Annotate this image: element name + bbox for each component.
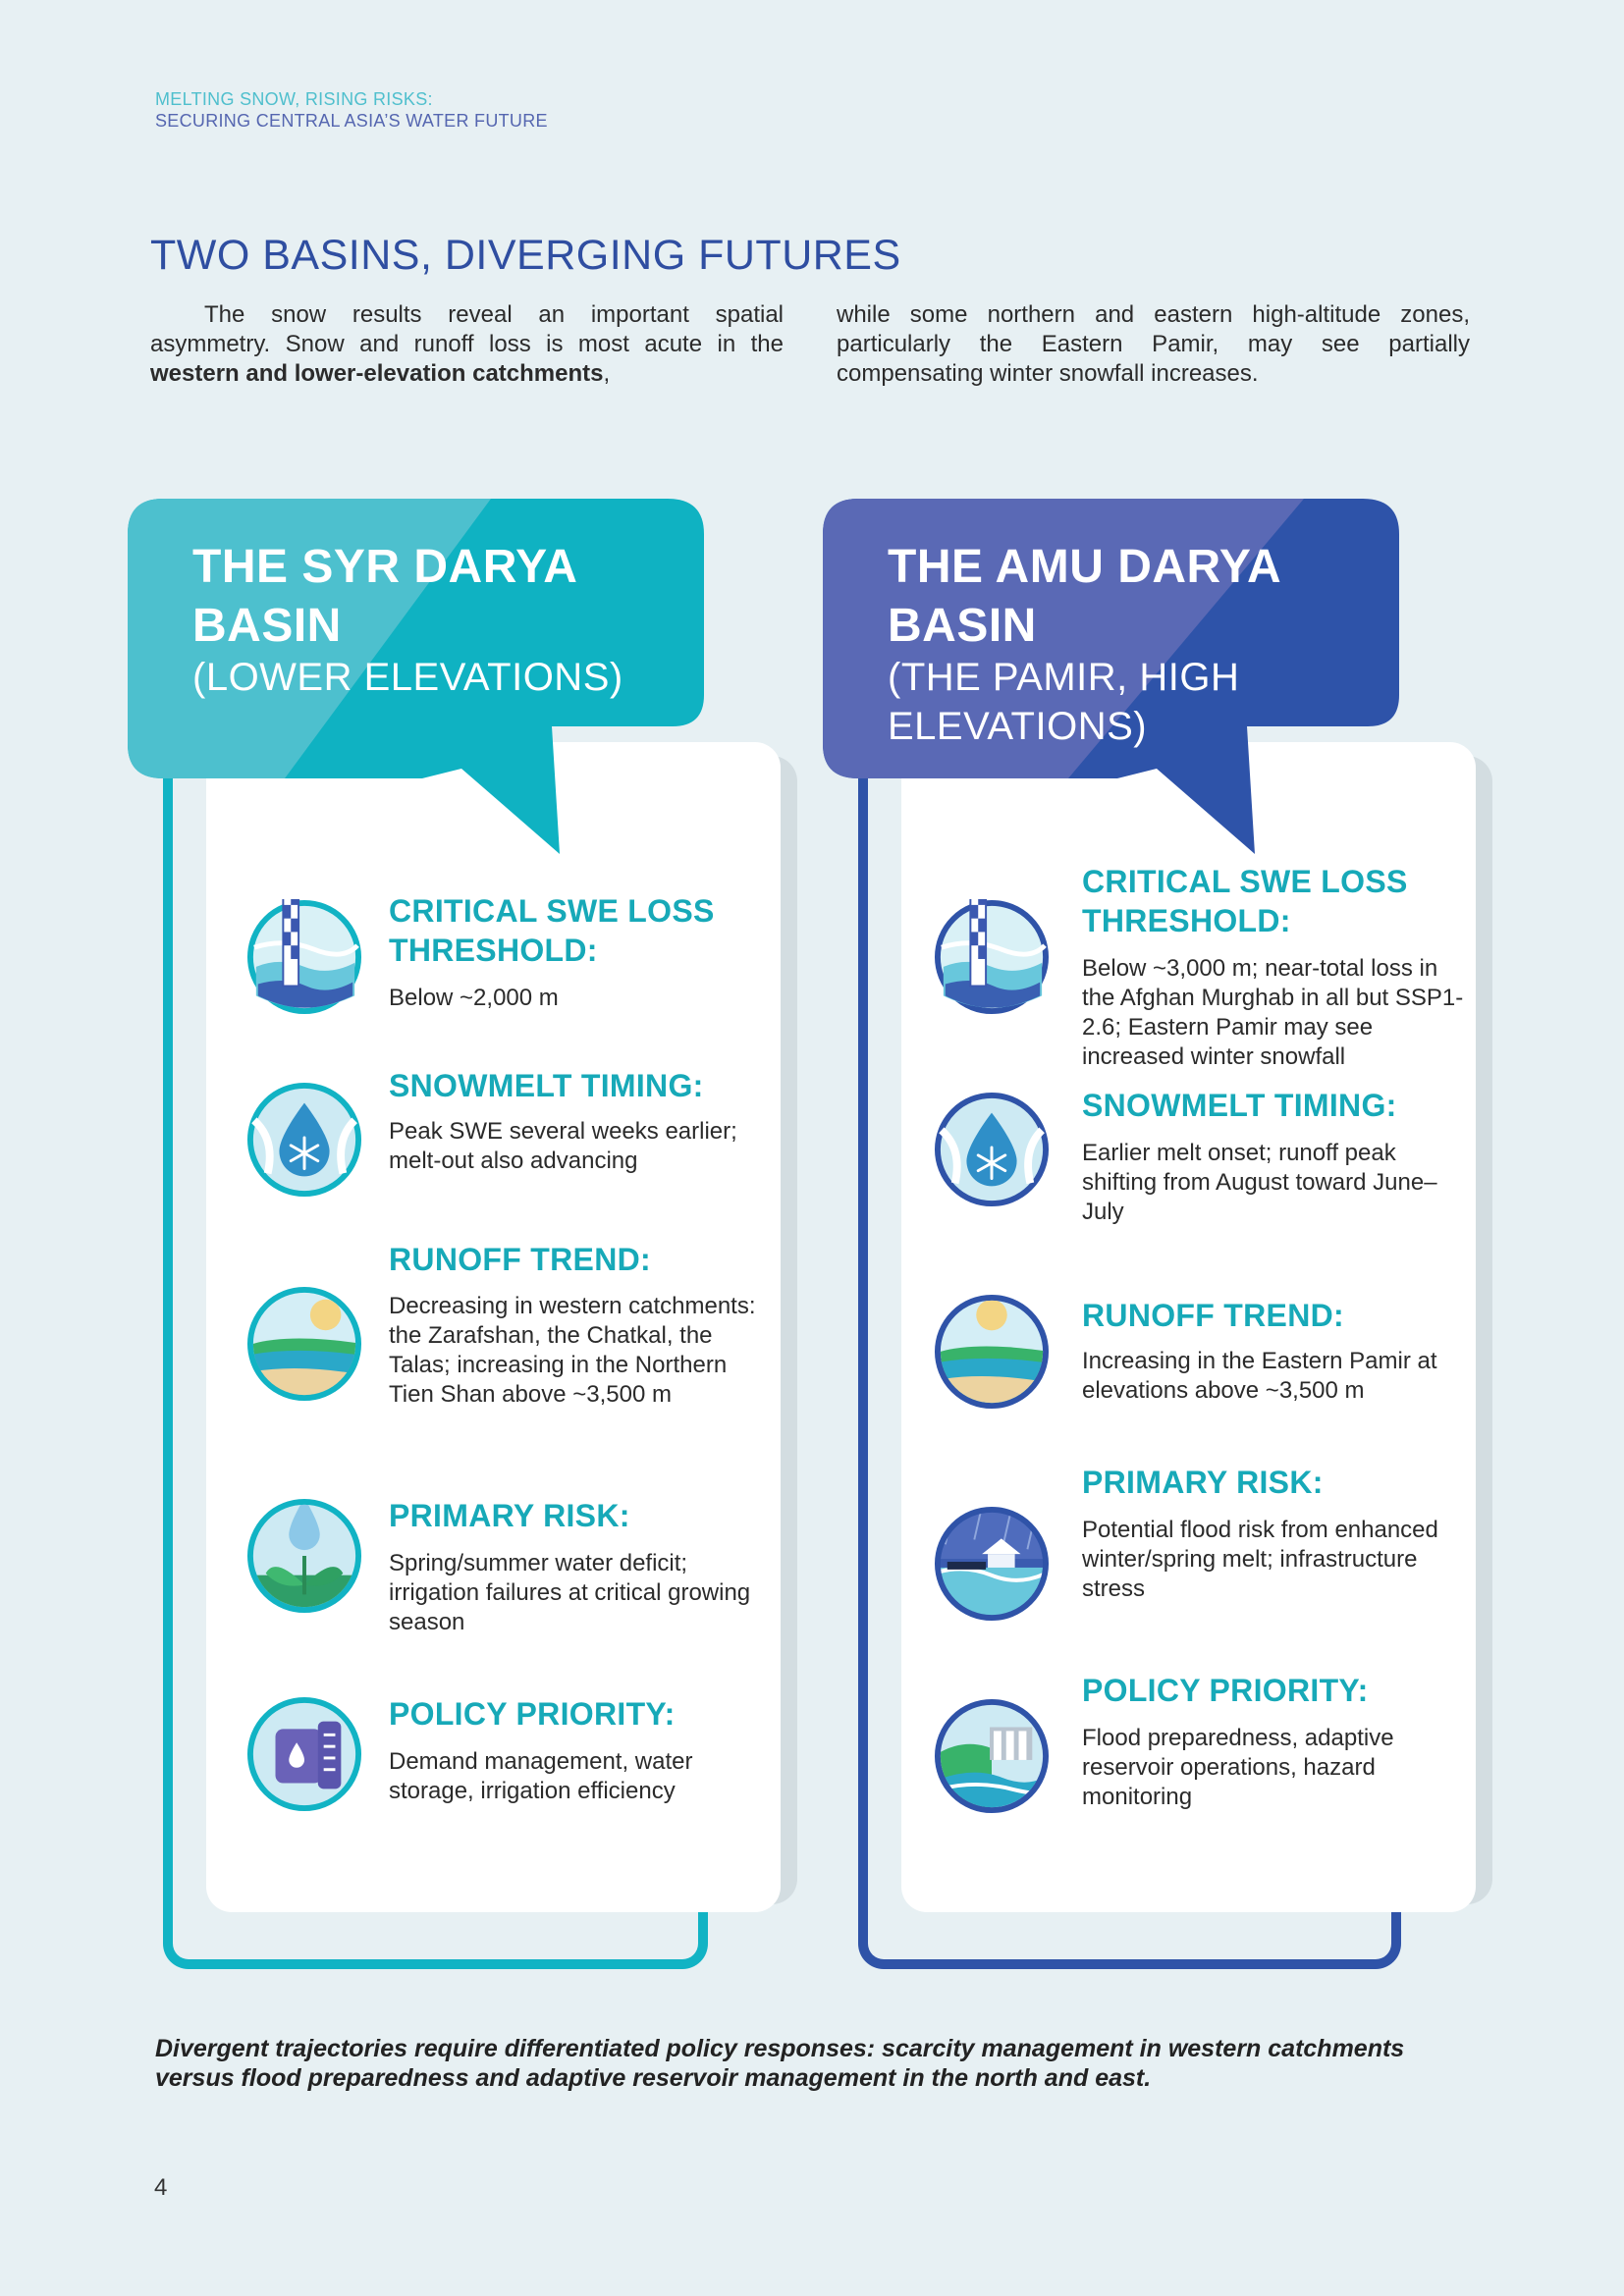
amu-policy-heading: POLICY PRIORITY: <box>1082 1673 1369 1708</box>
amu-policy-text: Flood preparedness, adaptive reservoir operations, hazard monitoring <box>1082 1725 1394 1810</box>
snowflake-drop-icon <box>246 1082 362 1198</box>
water-storage-icon <box>246 1696 362 1812</box>
syr-policy-heading: POLICY PRIORITY: <box>389 1696 676 1732</box>
flood-house-icon <box>934 1506 1050 1622</box>
sprout-drop-icon <box>246 1498 362 1614</box>
syr-risk-text: Spring/summer water deficit; irrigation failures at critical growing season <box>389 1550 751 1635</box>
page-number: 4 <box>154 2174 168 2201</box>
amu-risk-text: Potential flood risk from enhanced winter/spring melt; infrastructure stress <box>1082 1517 1438 1602</box>
running-header-line1: MELTING SNOW, RISING RISKS: <box>155 89 433 109</box>
syr-policy-text: Demand management, water storage, irrigation efficiency <box>389 1748 693 1804</box>
running-header-line2: SECURING CENTRAL ASIA’S WATER FUTURE <box>155 111 548 131</box>
amu-risk-heading: PRIMARY RISK: <box>1082 1465 1324 1500</box>
footer-note: Divergent trajectories require differentiated policy responses: scarcity management in western catchments versus flood preparedness and adaptive reservoir management in the north and east. <box>155 2035 1405 2092</box>
intro-left-text: The snow results reveal an important spatial asymmetry. Snow and runoff loss is most acute in the <box>150 301 784 357</box>
syr-risk-heading: PRIMARY RISK: <box>389 1498 630 1533</box>
intro-right: while some northern and eastern high-altitude zones, particularly the Eastern Pamir, may see partially compensating winter snowfall increases. <box>837 301 1470 387</box>
amu-runoff-heading: RUNOFF TREND: <box>1082 1298 1344 1333</box>
dam-icon <box>934 1698 1050 1814</box>
snow-gauge-icon <box>934 899 1050 1015</box>
amu-snowmelt-text: Earlier melt onset; runoff peak shifting from August toward June–July <box>1082 1140 1437 1225</box>
syr-runoff-heading: RUNOFF TREND: <box>389 1242 651 1277</box>
syr-swe-text: Below ~2,000 m <box>389 985 559 1011</box>
amu-basin-title: THE AMU DARYA BASIN <box>888 541 1280 652</box>
syr-snowmelt-heading: SNOWMELT TIMING: <box>389 1068 704 1103</box>
sun-landscape-icon <box>934 1294 1050 1410</box>
syr-basin-title: THE SYR DARYA BASIN <box>192 541 576 652</box>
syr-runoff-text: Decreasing in western catchments: the Zarafshan, the Chatkal, the Talas; increasing in the Northern Tien Shan above ~3,500 m <box>389 1293 756 1408</box>
amu-runoff-text: Increasing in the Eastern Pamir at elevations above ~3,500 m <box>1082 1348 1437 1404</box>
amu-swe-text: Below ~3,000 m; near-total loss in the Afghan Murghab in all but SSP1-2.6; Eastern Pamir may see increased winter snowfall <box>1082 955 1464 1070</box>
amu-basin-subtitle: (THE PAMIR, HIGH ELEVATIONS) <box>888 656 1240 748</box>
amu-snowmelt-heading: SNOWMELT TIMING: <box>1082 1088 1397 1123</box>
syr-swe-heading: CRITICAL SWE LOSS THRESHOLD: <box>389 893 715 968</box>
amu-swe-heading: CRITICAL SWE LOSS THRESHOLD: <box>1082 864 1408 938</box>
sun-landscape-icon <box>246 1286 362 1402</box>
intro-left-bold: western and lower-elevation catchments <box>150 360 604 387</box>
running-header <box>155 88 548 132</box>
syr-snowmelt-text: Peak SWE several weeks earlier; melt-out also advancing <box>389 1118 737 1174</box>
syr-basin-subtitle: (LOWER ELEVATIONS) <box>192 656 623 699</box>
intro-left-end: , <box>603 360 611 387</box>
snow-gauge-icon <box>246 899 362 1015</box>
section-title: TWO BASINS, DIVERGING FUTURES <box>150 232 901 279</box>
snowflake-drop-icon <box>934 1092 1050 1207</box>
intro-left <box>150 300 784 389</box>
